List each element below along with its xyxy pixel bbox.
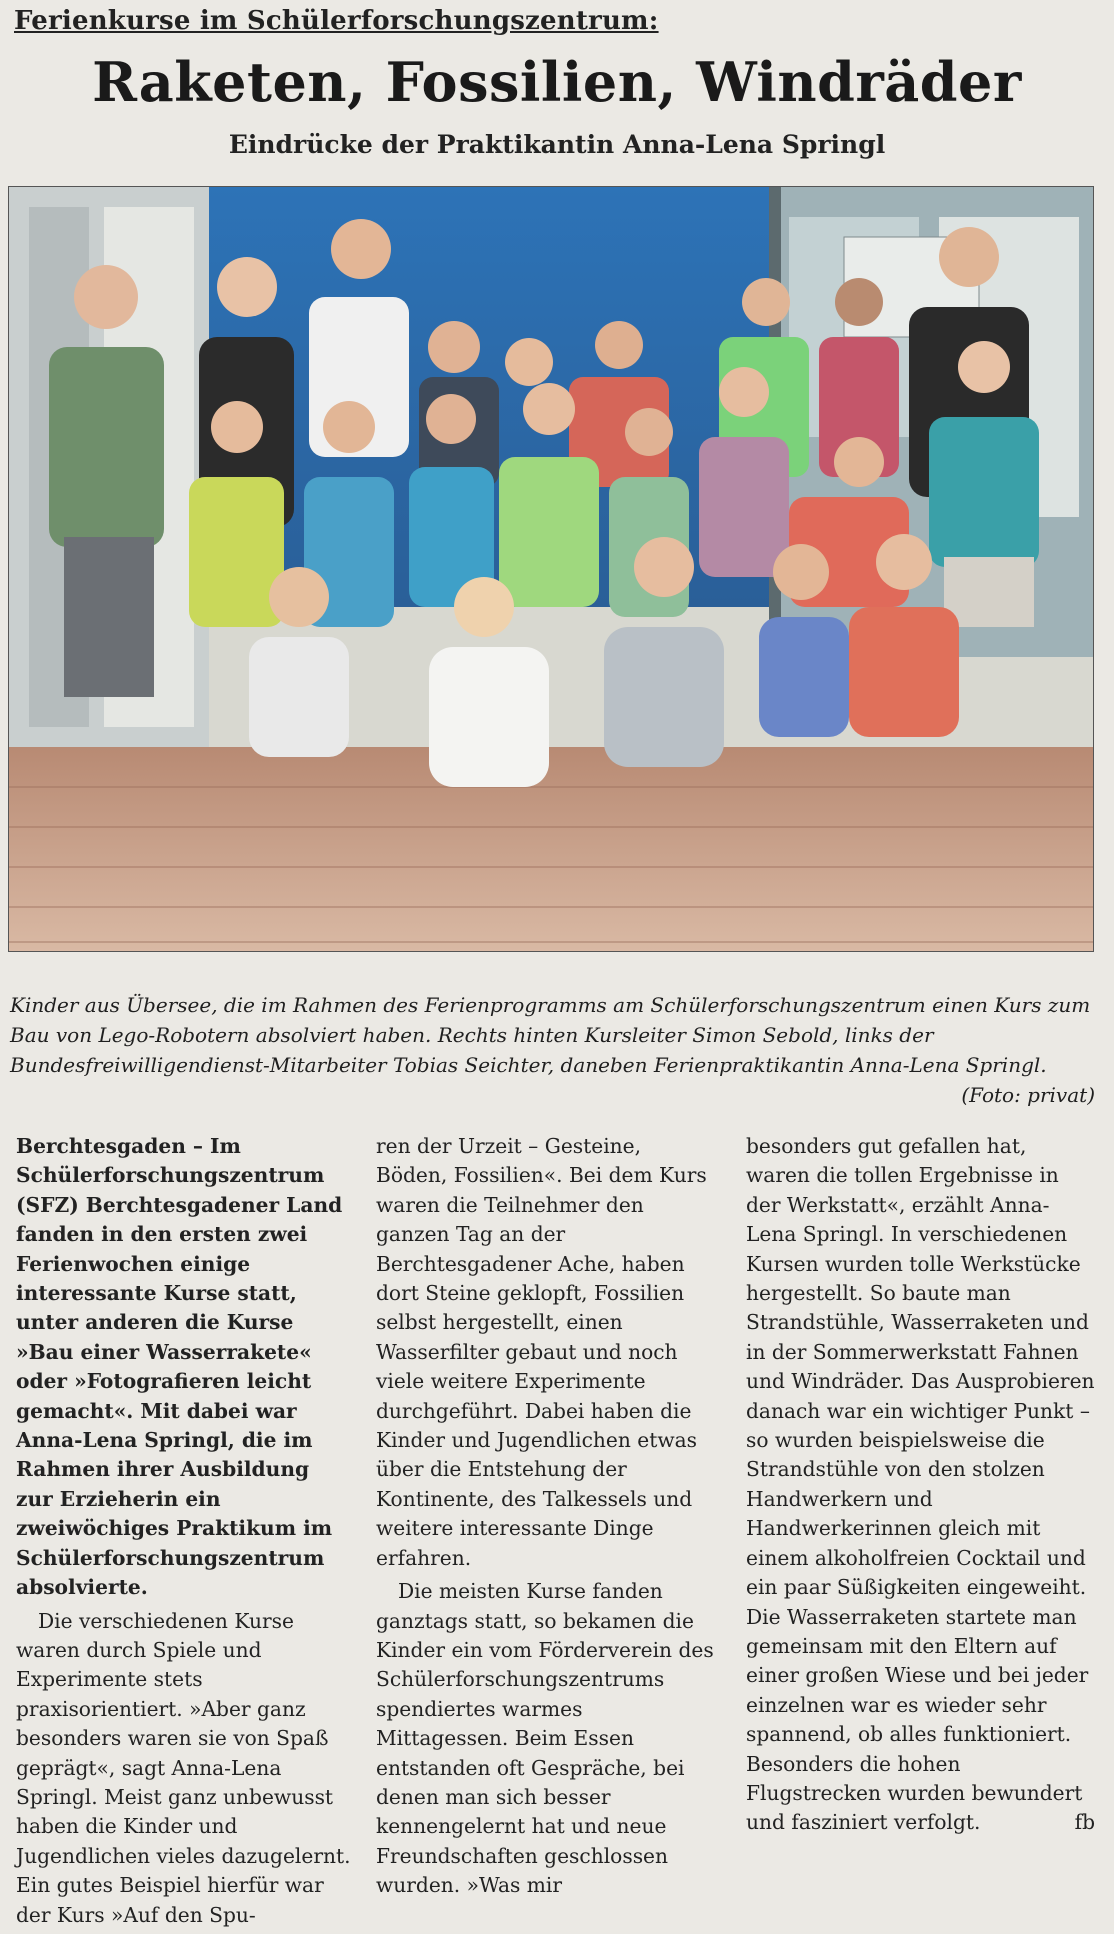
lead-paragraph: Berchtesgaden – Im Schülerforschungszentrum (SFZ) Berchtesgadener Land fanden in den ersten zwei Ferienwochen einige interessante Kurse statt, unter anderen die Kurse »Bau einer Wasserrakete« oder »Fotografieren leicht gemacht«. Mit dabei war Anna-Lena Springl, die im Rahmen ihrer Ausbildung zur Erzieherin ein zweiwöchiges Praktikum im Schülerforschungszentrum absolvierte. — [16, 1134, 343, 1600]
body-column-3 — [746, 1132, 1095, 1842]
author-signature: fb — [1074, 1810, 1095, 1835]
headline: Raketen, Fossilien, Windräder — [92, 50, 1022, 114]
body-text: besonders gut gefallen hat, waren die tollen Ergebnisse in der Werkstatt«, erzählt Anna-Lena Springl. In verschiedenen Kursen wurden tolle Werkstücke hergestellt. So baute man Strandstühle, Wasserraketen und in der Sommerwerkstatt Fahnen und Windräder. Das Ausprobieren danach war ein wichtiger Punkt – so wurden beispielsweise die Strandstühle von den stolzen Handwerkern und Handwerkerinnen gleich mit einem alkoholfreien Cocktail und ein paar Süßigkeiten eingeweiht. Die Wasserraketen startete man gemeinsam mit den Eltern auf einer großen Wiese und bei jeder einzelnen war es wieder sehr spannend, ob alles funktioniert. Besonders die hohen Flugstrecken wurden bewundert und fasziniert verfolgt. — [746, 1134, 1095, 1835]
photo-caption: Kinder aus Übersee, die im Rahmen des Ferienprogramms am Schülerforschungszentrum einen Kurs zum Bau von Lego-Robotern absolviert haben. Rechts hinten Kursleiter Simon Sebold, links der Bundesfreiwilligendienst-Mitarbeiter Tobias Seichter, daneben Ferienpraktikantin Anna-Lena Springl. — [10, 993, 1091, 1077]
body-paragraph: Die meisten Kurse fanden ganztags statt, so bekamen die Kinder ein vom Förderverein des Schülerforschungszentrums spendiertes warmes Mittagessen. Beim Essen entstanden oft Gespräche, bei denen man sich besser kennengelernt hat und neue Freundschaften geschlossen wurden. »Was mir — [376, 1579, 714, 1898]
subheadline: Eindrücke der Praktikantin Anna-Lena Springl — [228, 130, 886, 159]
body-column-1 — [16, 1132, 351, 1934]
photo-credit: (Foto: privat) — [961, 1083, 1095, 1107]
kicker: Ferienkurse im Schülerforschungszentrum: — [14, 6, 659, 36]
body-paragraph: ren der Urzeit – Gesteine, Böden, Fossilien«. Bei dem Kurs waren die Teilnehmer den ganzen Tag an der Berchtesgadener Ache, haben dort Steine geklopft, Fossilien selbst hergestellt, einen Wasserfilter gebaut und noch viele weitere Experimente durchgeführt. Dabei haben die Kinder und Jugendlichen etwas über die Entstehung der Kontinente, des Talkessels und weitere interessante Dinge erfahren. — [376, 1134, 707, 1570]
group-photo — [8, 186, 1094, 952]
body-paragraph — [746, 1132, 1095, 1838]
body-column-2 — [376, 1132, 717, 1905]
photo-caption-block — [10, 990, 1095, 1110]
body-paragraph: Die verschiedenen Kurse waren durch Spiele und Experimente stets praxisorientiert. »Aber ganz besonders waren sie von Spaß geprägt«, sagt Anna-Lena Springl. Meist ganz unbewusst haben die Kinder und Jugendlichen vieles dazugelernt. Ein gutes Beispiel hierfür war der Kurs »Auf den Spu- — [16, 1608, 351, 1927]
